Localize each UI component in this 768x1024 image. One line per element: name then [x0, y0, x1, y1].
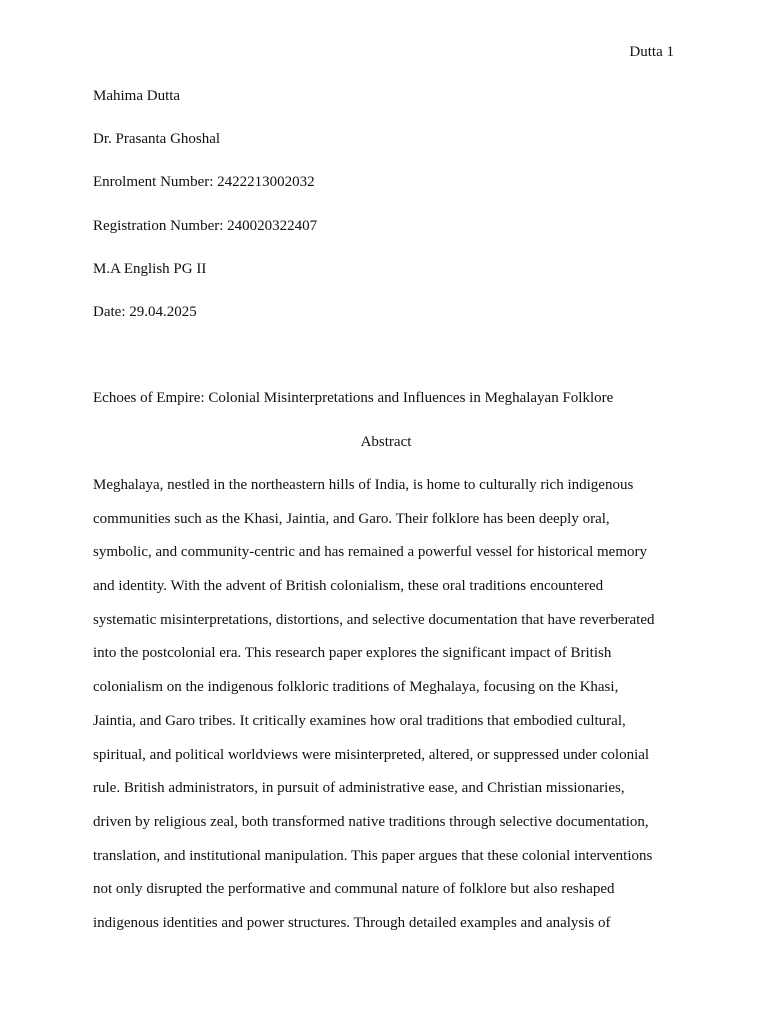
registration-number: Registration Number: 240020322407: [93, 217, 318, 234]
abstract-body: [93, 469, 679, 941]
running-head: Dutta 1: [629, 44, 674, 60]
abstract-line: and identity. With the advent of British colonialism, these oral traditions encountered: [93, 578, 604, 595]
paper-title: Echoes of Empire: Colonial Misinterpretations and Influences in Meghalayan Folklore: [93, 390, 614, 406]
abstract-line: not only disrupted the performative and communal nature of folklore but also reshaped: [93, 881, 615, 898]
abstract-line: translation, and institutional manipulation. This paper argues that these colonial interventions: [93, 847, 653, 864]
student-name: Mahima Dutta: [93, 88, 181, 104]
abstract-line: colonialism on the indigenous folkloric traditions of Meghalaya, focusing on the Khasi,: [93, 679, 619, 696]
abstract-line: communities such as the Khasi, Jaintia, and Garo. Their folklore has been deeply oral,: [93, 510, 610, 527]
enrolment-number: Enrolment Number: 2422213002032: [93, 174, 315, 191]
abstract-line: Jaintia, and Garo tribes. It critically examines how oral traditions that embodied cultural,: [93, 712, 626, 729]
submission-date: Date: 29.04.2025: [93, 303, 197, 320]
abstract-line: systematic misinterpretations, distortions, and selective documentation that have reverberated: [93, 611, 655, 628]
abstract-line: rule. British administrators, in pursuit of administrative ease, and Christian missionaries,: [93, 780, 625, 797]
instructor-name: Dr. Prasanta Ghoshal: [93, 131, 221, 148]
abstract-line: driven by religious zeal, both transformed native traditions through selective documentation,: [93, 813, 649, 830]
course-name: M.A English PG II: [93, 260, 207, 277]
abstract-line: into the postcolonial era. This research paper explores the significant impact of British: [93, 645, 612, 662]
abstract-line: symbolic, and community-centric and has remained a powerful vessel for historical memory: [93, 544, 647, 561]
abstract-line: spiritual, and political worldviews were misinterpreted, altered, or suppressed under colonial: [93, 746, 650, 763]
abstract-line: indigenous identities and power structures. Through detailed examples and analysis of: [93, 914, 611, 931]
abstract-line: Meghalaya, nestled in the northeastern hills of India, is home to culturally rich indigenous: [93, 477, 634, 493]
abstract-heading: Abstract: [360, 434, 412, 450]
student-info-block: [93, 86, 679, 345]
